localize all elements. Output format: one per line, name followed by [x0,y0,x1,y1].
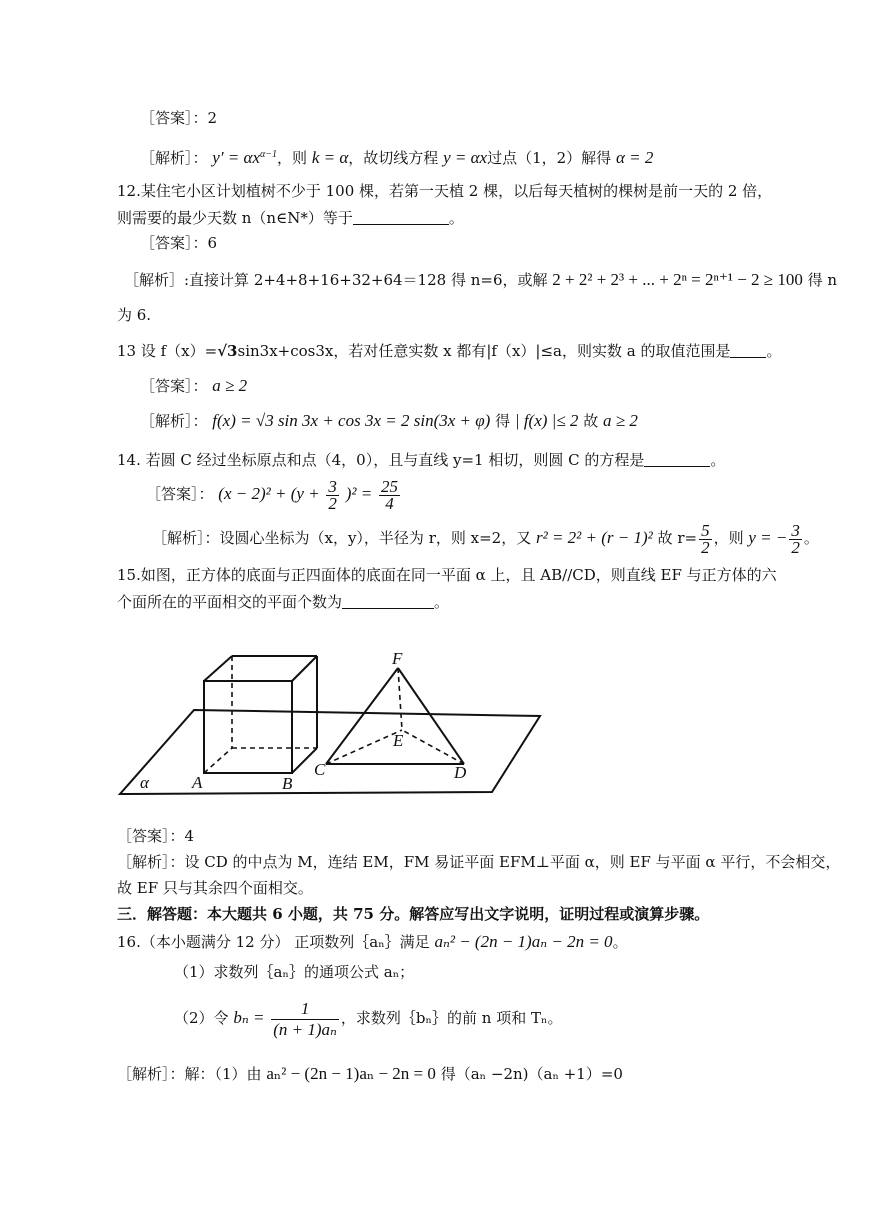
q16-part1: （1）求数列｛aₙ｝的通项公式 aₙ； [174,963,415,981]
text: （2）令 [174,1009,229,1027]
fraction [326,476,339,513]
text: 则需要的最少天数 n（n∈N*）等于 [117,209,353,227]
text: 得 n [807,271,838,289]
q15-stem-line2 [117,592,449,612]
answer-blank [644,466,710,467]
denominator: 2 [328,493,337,513]
formula: α = 2 [615,148,654,167]
cube-hidden-edge [204,748,232,773]
q11-analysis [140,145,653,168]
formula: a ≥ 2 [603,411,638,430]
formula-exponent: α−1 [260,149,278,160]
text: ，则 [277,149,308,167]
label-C: C [314,760,326,779]
cube-front [204,681,292,773]
label-D: D [454,763,467,782]
tetra-hidden-edge-FE [398,668,402,730]
formula: (x − 2)² + (y + [218,484,320,503]
formula: a ≥ 2 [212,376,248,395]
q16-analysis [117,1064,623,1084]
formula: )² = [345,484,373,503]
q12-analysis [124,270,837,290]
q15-analysis-line1: ［解析］：设 CD 的中点为 M，连结 EM，FM 易证平面 EFM⊥平面 α，则 EF 与平面 α 平行，不会相交， [117,853,841,871]
label-alpha: α [140,773,149,792]
tetra-edge-FD [398,668,464,764]
fraction [699,520,712,557]
text: ［解析］：解：（1）由 [117,1065,262,1083]
geometry-figure [112,648,542,798]
text: 14. 若圆 C 经过坐标原点和点（4，0），且与直线 y=1 相切，则圆 C 的方程是 [117,451,645,469]
text: 。 [803,529,819,547]
cube-edge [204,656,232,681]
text: 得（aₙ −2n)（aₙ +1）=0 [440,1065,623,1083]
answer-label: ［答案］： [146,485,214,503]
label-A: A [192,773,203,792]
formula: | f(x) |≤ 2 [514,411,579,430]
text: 13 设 f（x）= [117,342,218,360]
label-E: E [393,731,404,750]
q16-part2 [174,994,562,1042]
analysis-label: ［解析］： [140,412,208,430]
tetra-edge-FC [326,668,398,764]
q13-analysis [140,411,638,431]
fraction [789,520,802,557]
answer-label: ［答案］： [140,377,208,395]
q12-stem-line2 [117,208,464,228]
q16-stem [117,932,628,952]
answer-blank [342,608,434,609]
numerator: 3 [328,476,337,496]
q15-stem-line1: 15.如图，正方体的底面与正四面体的底面在同一平面 α 上，且 AB//CD，则直线 EF 与正方体的六 [117,566,777,584]
text: ，故切线方程 [348,149,439,167]
text: 。 [710,451,726,469]
text: 16.（本小题满分 12 分） 正项数列｛aₙ｝满足 [117,933,430,951]
formula: y = αx [443,148,488,167]
q14-stem [117,450,725,470]
formula: k = α [311,148,349,167]
text: ，则 [713,529,744,547]
text: ［解析］:直接计算 2+4+8+16+32+64＝128 得 n=6，或解 [124,271,548,289]
text: 得 [495,412,511,430]
text: 故 r= [657,529,698,547]
section-heading: 三．解答题：本大题共 6 小题，共 75 分。解答应写出文字说明，证明过程或演算步骤。 [117,905,710,923]
formula: y′ = αx [212,148,261,167]
q15-analysis-line2: 故 EF 只与其余四个面相交。 [117,879,313,897]
q15-answer: ［答案］：4 [117,827,195,845]
q12-stem-line1: 12.某住宅小区计划植树不少于 100 棵，若第一天植 2 棵，以后每天植树的棵树是前一天的 2 倍， [117,182,773,200]
denominator: (n + 1)aₙ [273,1019,337,1039]
text: 个面所在的平面相交的平面个数为 [117,593,343,611]
q13-answer [140,376,247,396]
q13-stem [117,341,781,361]
sqrt-3: √3 [217,342,238,360]
formula: aₙ² − (2n − 1)aₙ − 2n = 0 [434,932,613,951]
numerator: 1 [271,999,339,1020]
denominator: 2 [701,537,710,557]
q12-analysis-cont: 为 6. [117,306,152,324]
formula: 2 + 2² + 2³ + ... + 2ⁿ = 2ⁿ⁺¹ − 2 ≥ 100 [552,270,803,289]
answer-blank [730,357,766,358]
numerator: 3 [791,520,800,540]
q14-answer [146,476,402,512]
q12-answer: ［答案］：6 [140,234,218,252]
answer-blank [353,224,449,225]
q14-analysis [152,520,819,556]
label-F: F [392,649,403,668]
tetra-hidden-edge-DE [402,730,464,764]
plane-alpha [120,710,540,794]
label-B: B [282,774,293,793]
text: 。 [434,593,450,611]
q11-answer: ［答案］：2 [140,109,218,127]
numerator: 25 [380,476,398,496]
fraction [271,999,339,1040]
text: 。 [448,209,464,227]
analysis-label: ［解析］： [140,149,208,167]
fraction [379,476,400,513]
tetra-hidden-edge-CE [326,730,402,764]
cube-edge [292,656,317,681]
formula: f(x) = √3 sin 3x + cos 3x = 2 sin(3x + φ) [212,411,491,430]
denominator: 4 [385,493,394,513]
text: 。 [612,933,628,951]
formula: bₙ = [233,1008,265,1027]
text: ［解析］：设圆心坐标为（x，y），半径为 r，则 x=2，又 [152,529,532,547]
formula: aₙ² − (2n − 1)aₙ − 2n = 0 [266,1064,436,1083]
numerator: 5 [701,520,710,540]
formula: y = − [748,528,788,547]
formula: r² = 2² + (r − 1)² [536,528,653,547]
text: sin3x+cos3x，若对任意实数 x 都有|f（x）|≤a，则实数 a 的取值范围是 [237,342,731,360]
text: 故 [583,412,599,430]
text: 过点（1，2）解得 [487,149,612,167]
text: 。 [766,342,782,360]
text: ，求数列｛bₙ｝的前 n 项和 Tₙ。 [340,1009,563,1027]
denominator: 2 [791,537,800,557]
